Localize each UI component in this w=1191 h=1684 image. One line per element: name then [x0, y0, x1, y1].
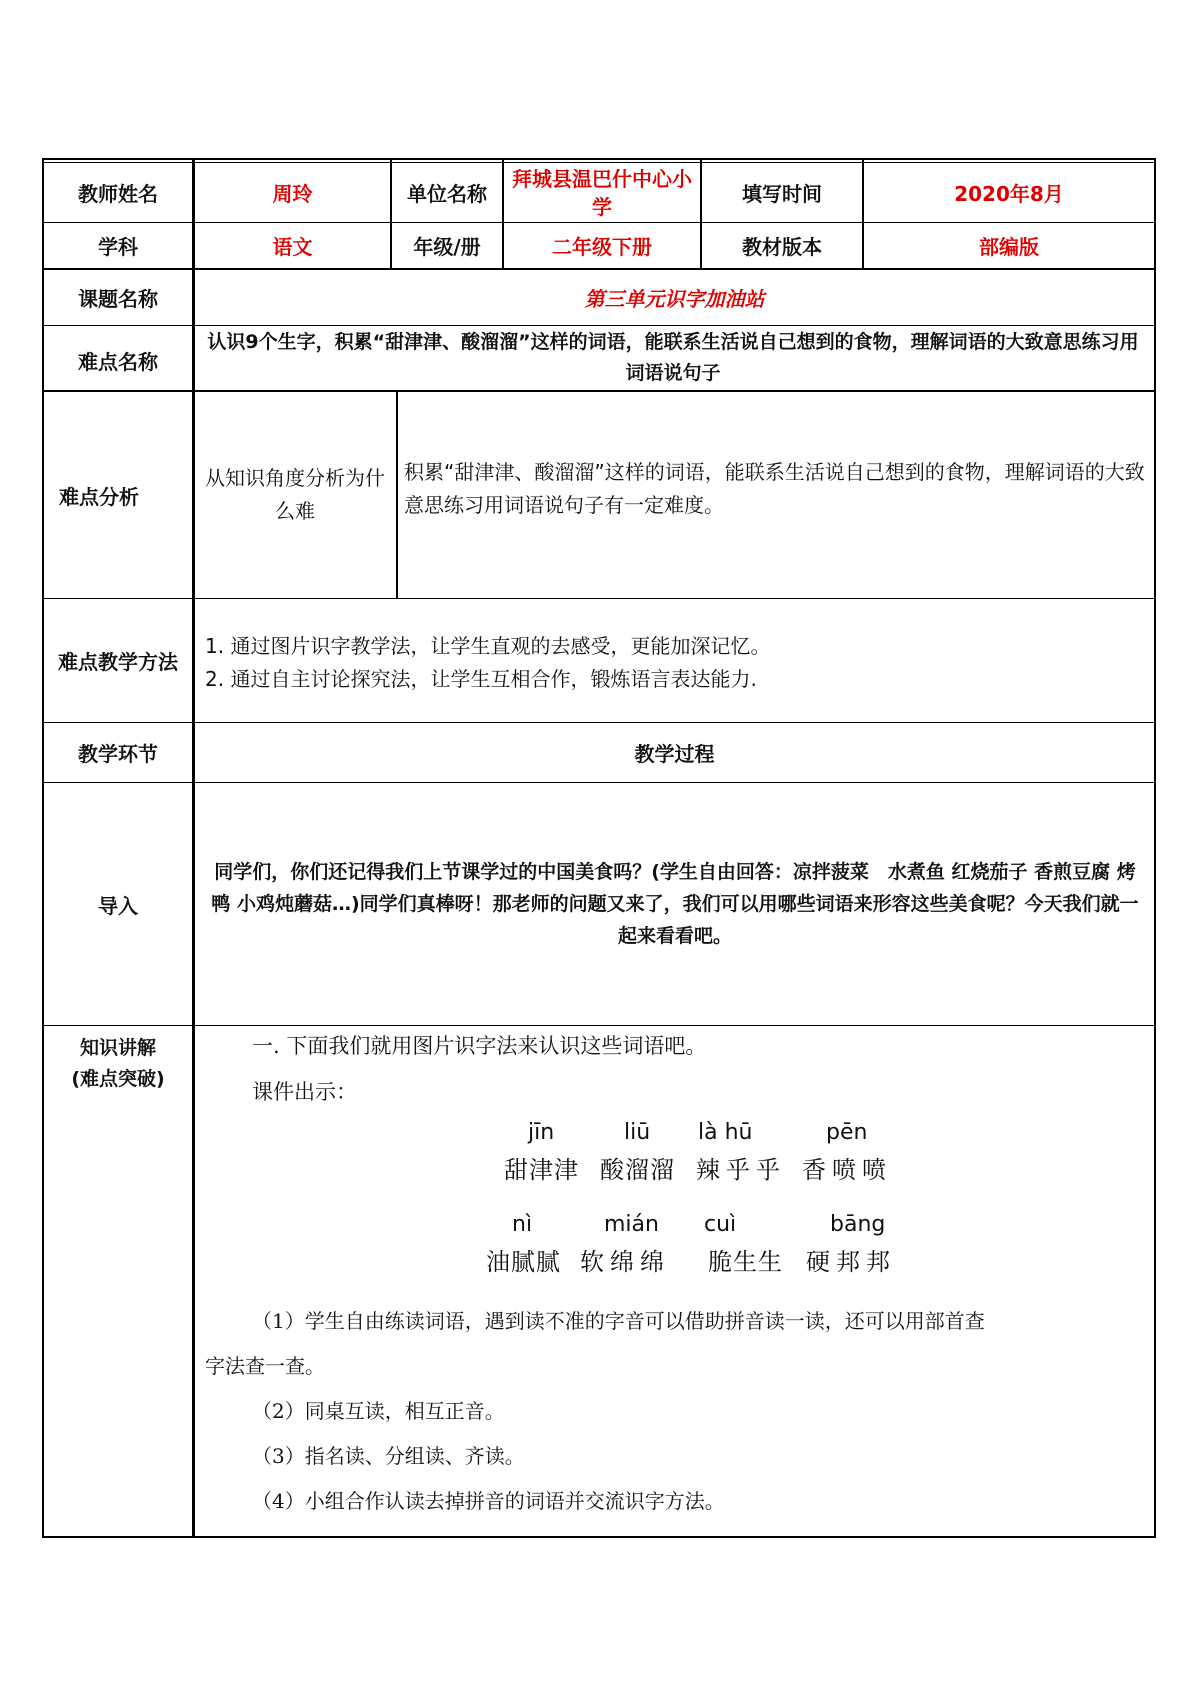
- knowledge-label: 知识讲解: [79, 1037, 156, 1059]
- step-text: （3）指名读、分组读、齐读。: [252, 1444, 525, 1468]
- analysis-label: 难点分析: [59, 484, 139, 509]
- vocab-word: 硬邦邦: [806, 1248, 896, 1276]
- subject-label: 学科: [98, 235, 138, 259]
- vocab-word: 脆生生: [708, 1248, 783, 1276]
- grade-label: 年级/册: [413, 235, 481, 259]
- difficulty-value: 认识9个生字，积累“甜津津、酸溜溜”这样的词语，能联系生活说自己想到的食物，理解词语的大致意思练习用词语说句子: [207, 331, 1139, 384]
- knowledge-label-sub: (难点突破): [71, 1068, 165, 1090]
- table-border: [396, 390, 398, 599]
- step-text: （1）学生自由练读词语，遇到读不准的字音可以借助拼音读一读，还可以用部首查: [252, 1309, 985, 1333]
- vocab-word: 油腻腻: [486, 1248, 561, 1276]
- grade-value: 二年级下册: [552, 235, 652, 259]
- step-text: （2）同桌互读，相互正音。: [252, 1399, 505, 1423]
- pinyin: pēn: [826, 1120, 868, 1145]
- analysis-sub-label: 从知识角度分析为什么难: [205, 466, 385, 523]
- step-text: （4）小组合作认读去掉拼音的词语并交流识字方法。: [252, 1489, 725, 1513]
- vocab-word: 香喷喷: [802, 1156, 892, 1184]
- step-text: 字法查一查。: [205, 1354, 325, 1378]
- pinyin: mián: [604, 1212, 659, 1237]
- table-border: [42, 598, 1156, 599]
- topic-value: 第三单元识字加油站: [584, 287, 765, 311]
- vocab-word: 软绵绵: [580, 1248, 670, 1276]
- pinyin: nì: [512, 1212, 533, 1237]
- methods-item: 2. 通过自主讨论探究法，让学生互相合作，锻炼语言表达能力.: [205, 667, 757, 691]
- teacher-name-label: 教师姓名: [78, 182, 158, 206]
- methods-item: 1. 通过图片识字教学法，让学生直观的去感受，更能加深记忆。: [205, 634, 771, 658]
- table-border: [42, 1536, 1156, 1538]
- subject-value: 语文: [272, 235, 313, 259]
- unit-name-value: 拜城县温巴什中心小学: [512, 166, 692, 219]
- edition-label: 教材版本: [742, 235, 822, 259]
- pinyin: liū: [624, 1120, 651, 1145]
- pinyin: là hū: [698, 1120, 753, 1145]
- unit-name-label: 单位名称: [407, 182, 487, 206]
- table-border: [1154, 158, 1156, 1538]
- topic-label: 课题名称: [78, 287, 158, 311]
- vocab-word: 酸溜溜: [600, 1156, 675, 1184]
- table-border: [42, 1025, 1156, 1026]
- intro-label: 导入: [98, 893, 138, 918]
- fill-time-label: 填写时间: [742, 182, 822, 206]
- methods-label: 难点教学方法: [58, 650, 178, 674]
- courseware-label: 课件出示：: [252, 1080, 357, 1104]
- fill-time-value: 2020年8月: [954, 182, 1064, 206]
- table-border: [42, 158, 1156, 160]
- table-border: [192, 158, 195, 1538]
- knowledge-heading: 一. 下面我们就用图片识字法来认识这些词语吧。: [252, 1034, 707, 1058]
- vocab-word: 辣乎乎: [696, 1156, 786, 1184]
- pinyin: jīn: [528, 1120, 555, 1145]
- pinyin: cuì: [704, 1212, 737, 1237]
- difficulty-label: 难点名称: [78, 349, 158, 374]
- process-header: 教学过程: [634, 742, 715, 766]
- table-border: [42, 325, 1156, 326]
- edition-value: 部编版: [979, 235, 1039, 259]
- process-step-header: 教学环节: [78, 742, 158, 766]
- intro-text: 同学们，你们还记得我们上节课学过的中国美食吗？(学生自由回答：凉拌菠菜 水煮鱼 红烧茄子 香煎豆腐 烤鸭 小鸡炖蘑菇…)同学们真棒呀！那老师的问题又来了，我们可以用哪些词语来形容这些美食呢？今天我们就一起来看看吧。: [211, 861, 1139, 947]
- analysis-value: 积累“甜津津、酸溜溜”这样的词语，能联系生活说自己想到的食物，理解词语的大致意思练习用词语说句子有一定难度。: [404, 460, 1145, 517]
- teacher-name-value: 周玲: [272, 182, 313, 206]
- vocab-word: 甜津津: [504, 1156, 579, 1184]
- pinyin: bāng: [830, 1212, 886, 1237]
